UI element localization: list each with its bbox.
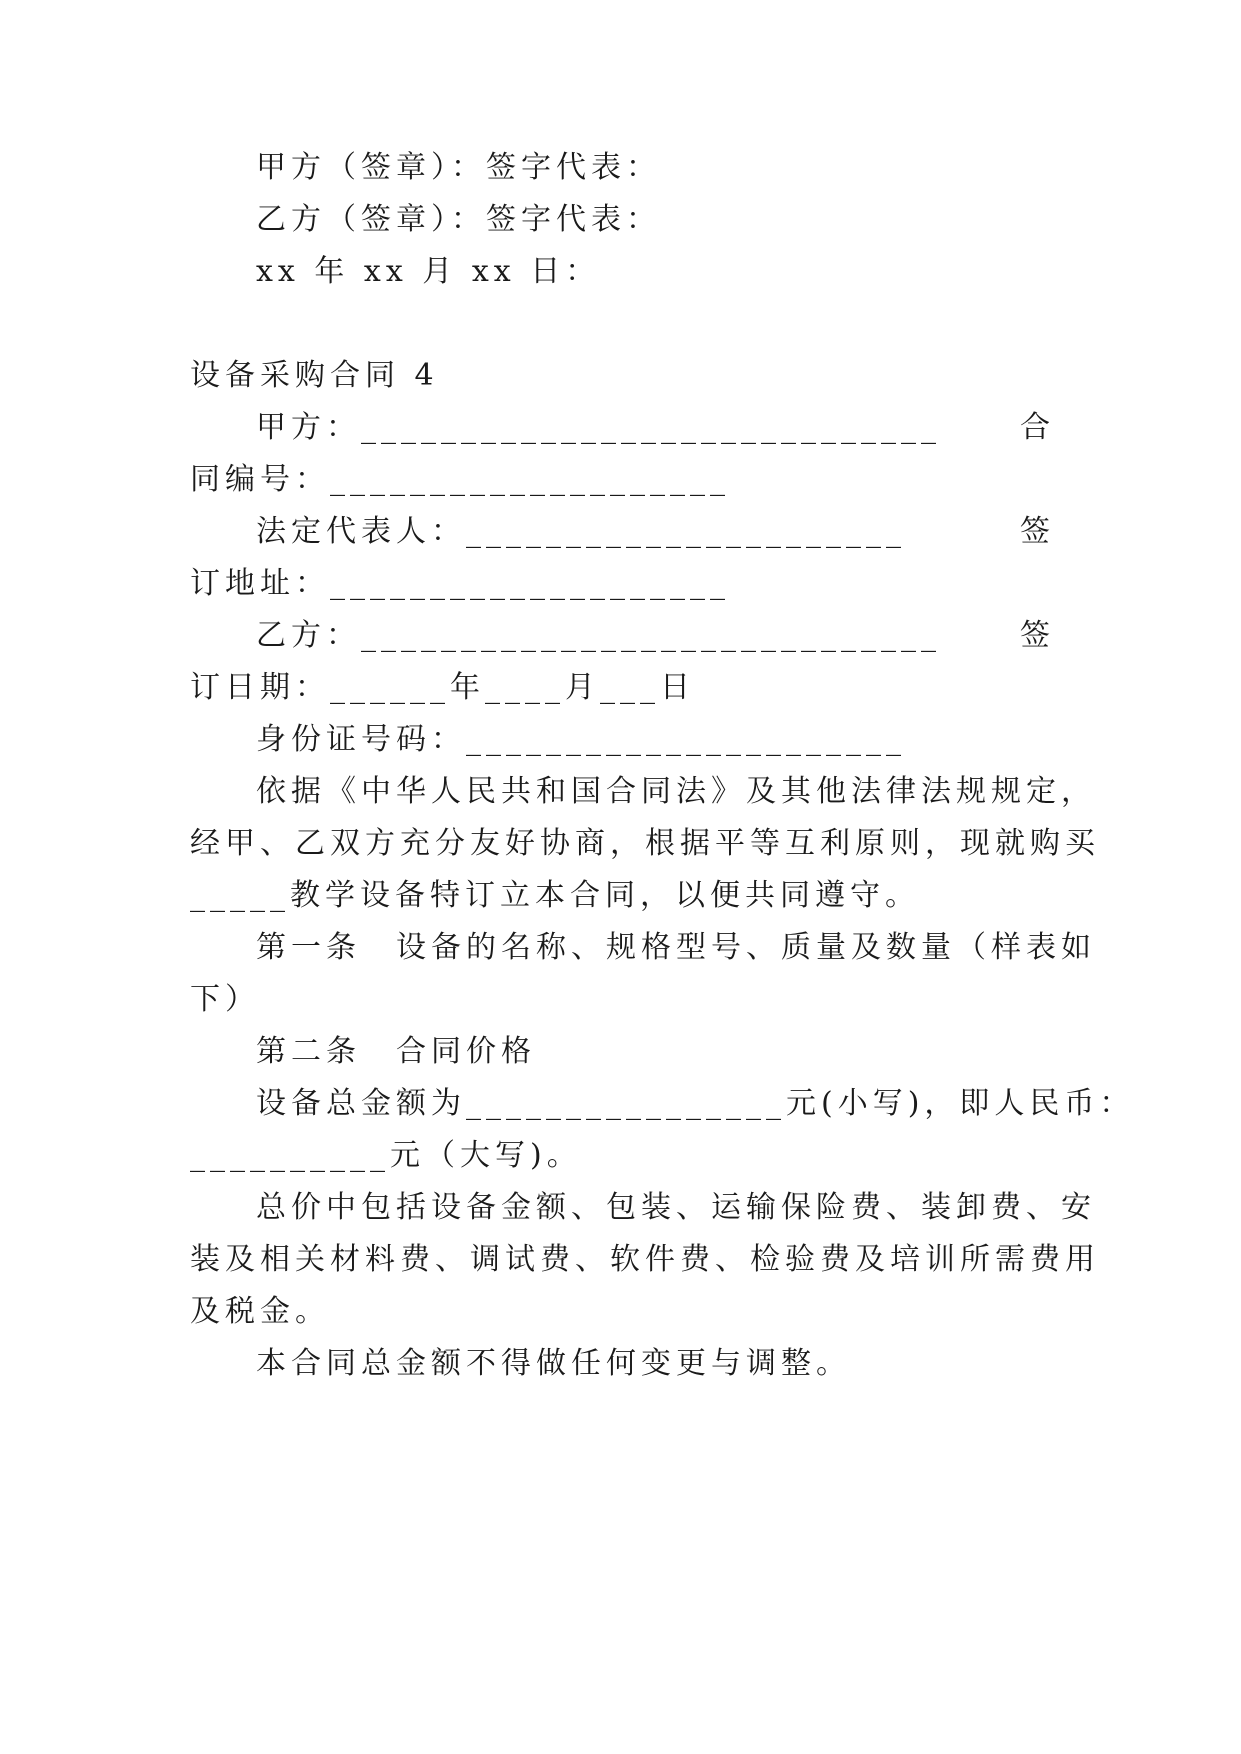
amount-line-1: 设备总金额为________________元(小写)，即人民币：: [256, 1086, 1135, 1121]
signature-date-line: xx 年 xx 月 xx 日：: [256, 254, 601, 289]
includes-line-2: 装及相关材料费、调试费、软件费、检验费及培训所需费用: [190, 1242, 1100, 1277]
article1-line-2: 下）: [190, 982, 260, 1017]
includes-line-1: 总价中包括设备金额、包装、运输保险费、装卸费、安: [256, 1190, 1096, 1225]
amount-line-2: __________元（大写)。: [190, 1138, 582, 1173]
sign-place-field: 订地址：____________________: [190, 566, 730, 601]
party-b-signature-line: 乙方（签章）：签字代表：: [256, 202, 661, 237]
party-b-field: 乙方：_____________________________: [256, 618, 941, 653]
party-a-signature-line: 甲方（签章）：签字代表：: [256, 150, 661, 185]
id-number-field: 身份证号码：______________________: [256, 722, 906, 757]
contract-no-first-char: 合: [1020, 410, 1050, 445]
preamble-line-3: _____教学设备特订立本合同，以便共同遵守。: [190, 878, 920, 913]
article2-title: 第二条 合同价格: [256, 1034, 536, 1069]
sign-date-field: 订日期：______年____月___日: [190, 670, 695, 705]
sign-date-first-char: 签: [1020, 618, 1050, 653]
article1-line-1: 第一条 设备的名称、规格型号、质量及数量（样表如: [256, 930, 1096, 965]
preamble-line-2: 经甲、乙双方充分友好协商，根据平等互利原则，现就购买: [190, 826, 1100, 861]
sign-place-first-char: 签: [1020, 514, 1050, 549]
contract-no-field: 同编号：____________________: [190, 462, 730, 497]
preamble-line-1: 依据《中华人民共和国合同法》及其他法律法规规定，: [256, 774, 1096, 809]
contract-title: 设备采购合同 4: [190, 358, 439, 393]
includes-line-3: 及税金。: [190, 1294, 330, 1329]
party-a-field: 甲方：_____________________________: [256, 410, 941, 445]
no-change-clause: 本合同总金额不得做任何变更与调整。: [256, 1346, 851, 1381]
legal-rep-field: 法定代表人：______________________: [256, 514, 906, 549]
